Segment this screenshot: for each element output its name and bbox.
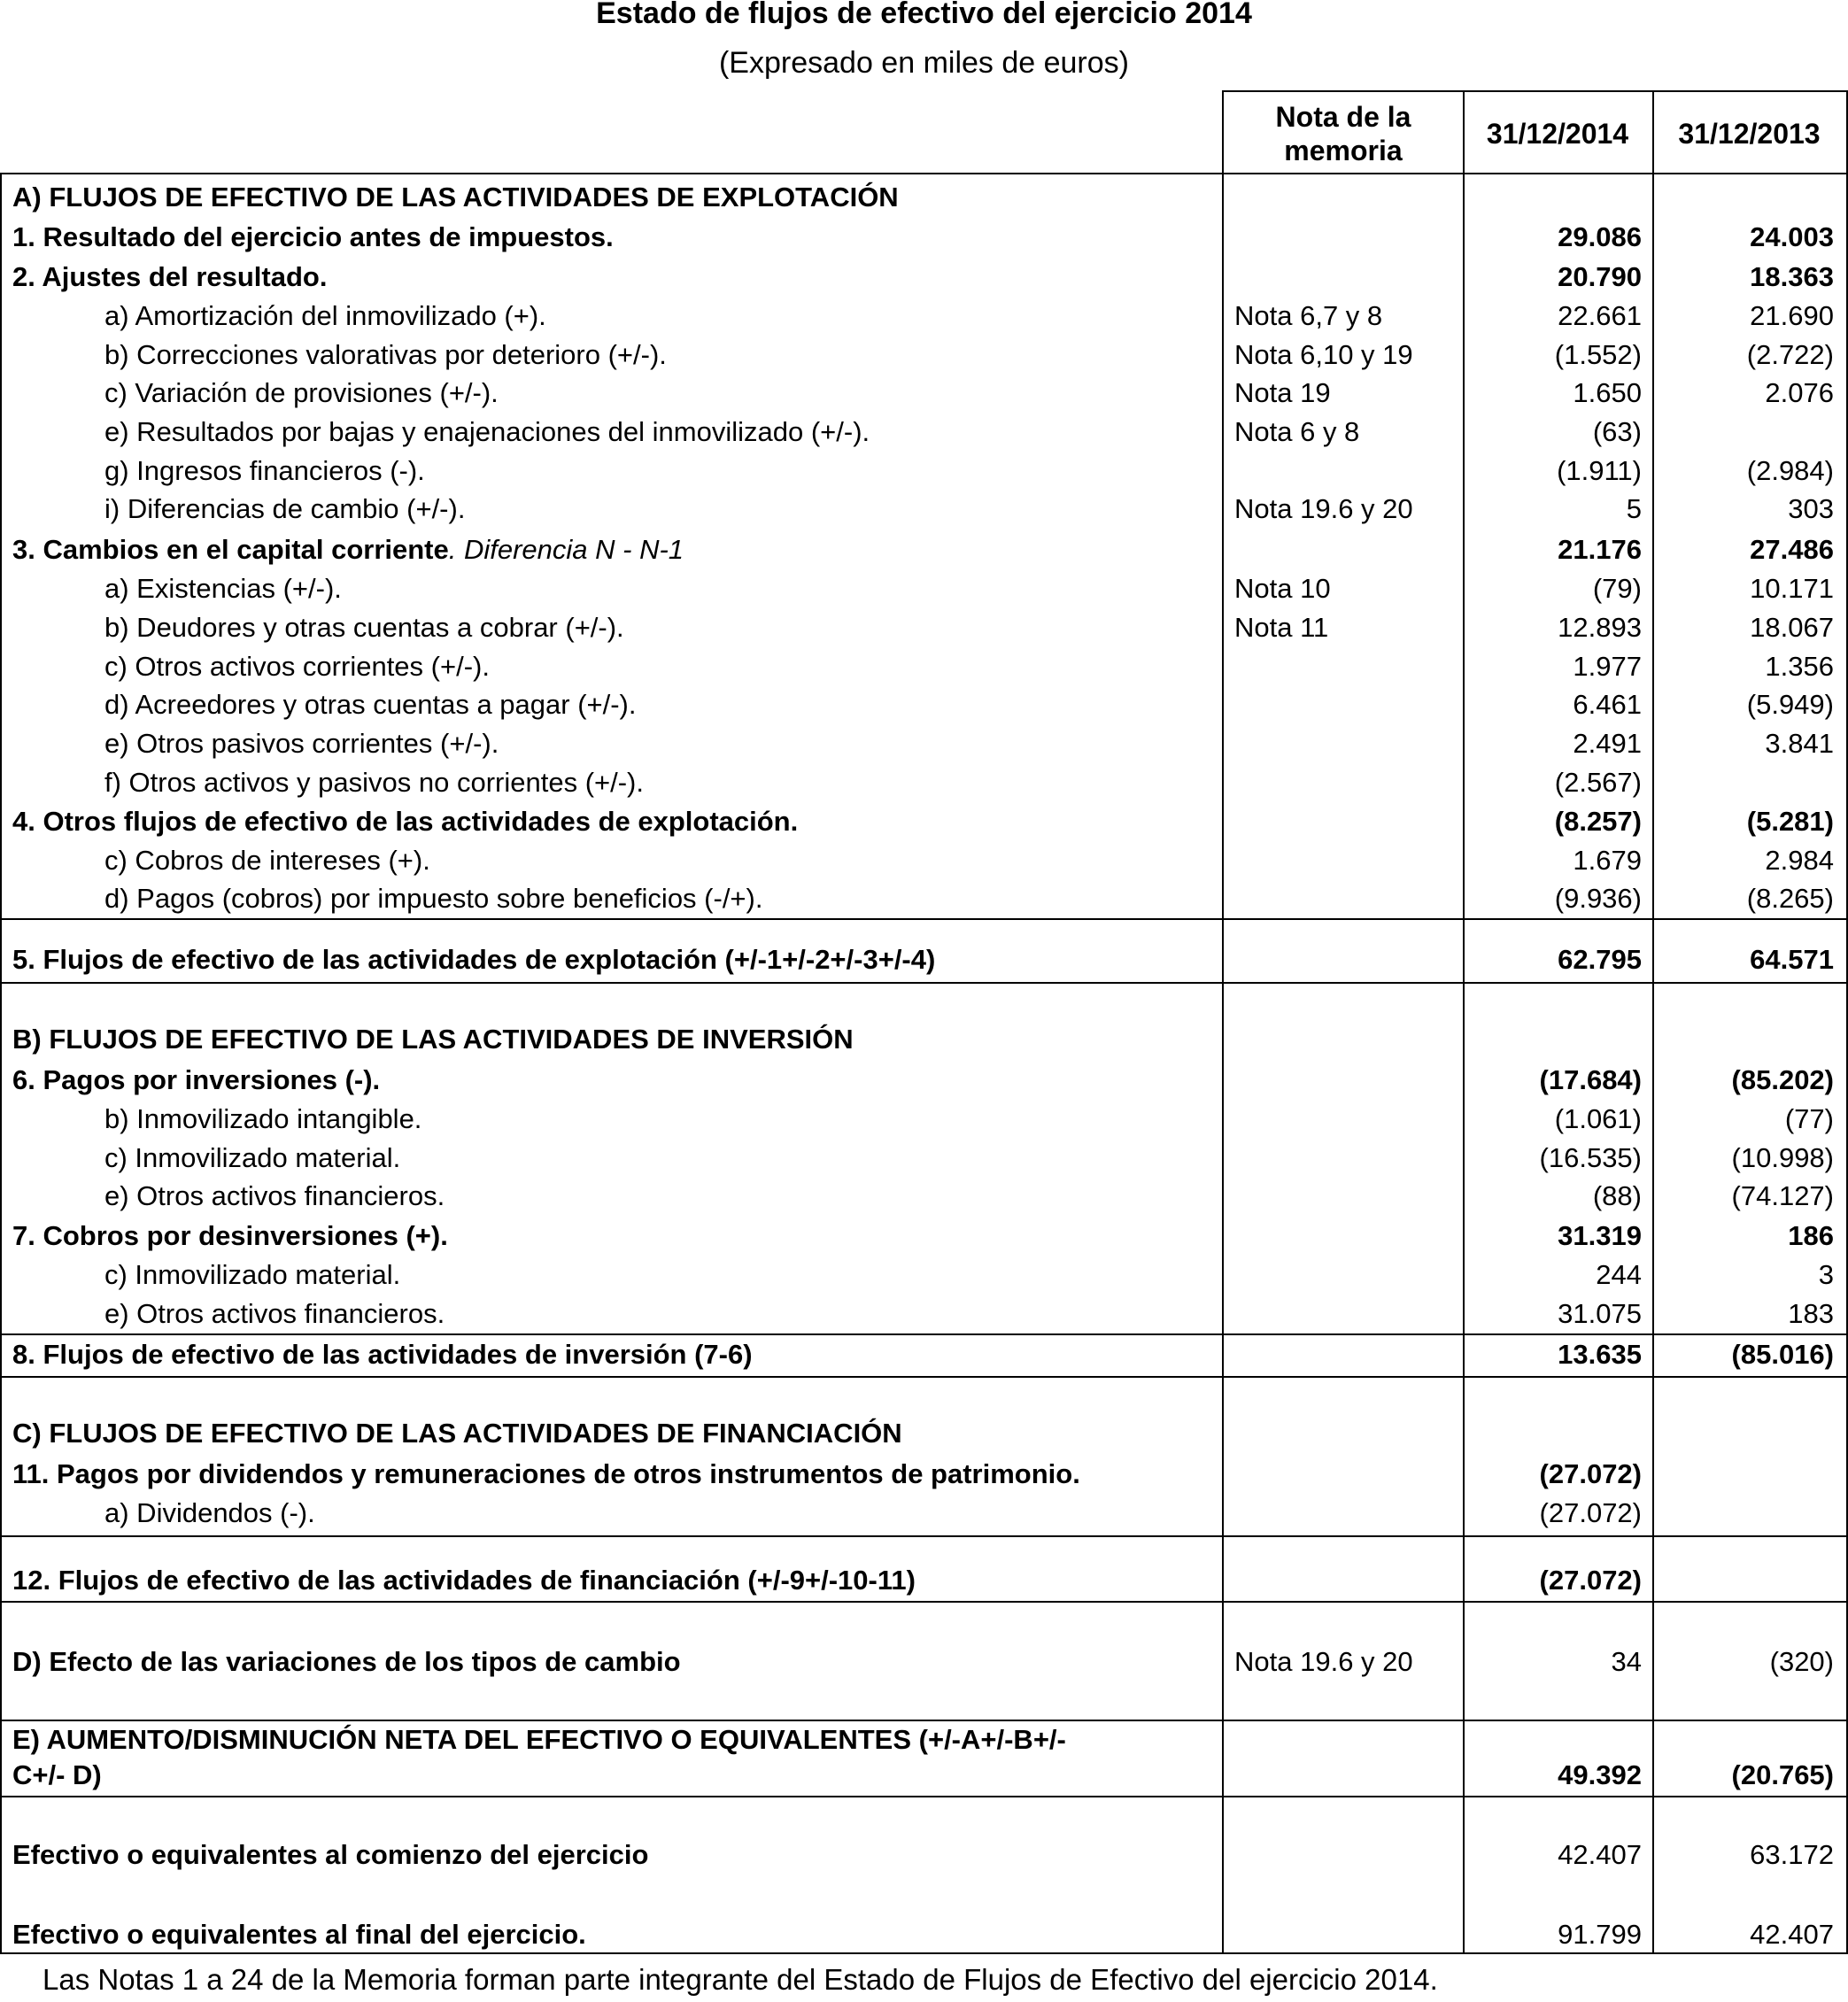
row-label: E) AUMENTO/DISMINUCIÓN NETA DEL EFECTIVO O EQUIVALENTES (+/-A+/-B+/- xyxy=(12,1724,1066,1755)
value-2014: (27.072) xyxy=(1539,1497,1642,1528)
table-row xyxy=(0,1561,1848,1600)
table-row xyxy=(0,1756,1848,1795)
document-title: Estado de flujos de efectivo del ejercicio 2014 xyxy=(596,0,1252,30)
header-nota-memoria: Nota de la memoria xyxy=(1222,90,1465,174)
table-row xyxy=(0,1295,1848,1333)
value-2013: (74.127) xyxy=(1731,1180,1834,1211)
value-2014: 91.799 xyxy=(1558,1919,1642,1950)
row-label: c) Cobros de intereses (+). xyxy=(104,845,430,876)
table-row xyxy=(0,1455,1848,1494)
value-2013: (8.265) xyxy=(1746,883,1834,914)
table-row xyxy=(0,530,1848,569)
value-2014: (63) xyxy=(1592,416,1642,447)
value-2013: (10.998) xyxy=(1731,1142,1834,1173)
table-row xyxy=(0,1100,1848,1139)
row-label: 8. Flujos de efectivo de las actividades de inversión (7-6) xyxy=(12,1339,753,1370)
value-2014: (88) xyxy=(1592,1180,1642,1211)
value-2013: 186 xyxy=(1788,1220,1834,1251)
value-2013: 18.363 xyxy=(1750,261,1834,292)
document-subtitle: (Expresado en miles de euros) xyxy=(718,46,1129,80)
value-2013: 3.841 xyxy=(1765,728,1834,759)
table-row xyxy=(0,1256,1848,1295)
value-2014: 12.893 xyxy=(1558,612,1642,643)
row-label: 11. Pagos por dividendos y remuneraciones de otros instrumentos de patrimonio. xyxy=(12,1458,1080,1489)
row-label: A) FLUJOS DE EFECTIVO DE LAS ACTIVIDADES DE EXPLOTACIÓN xyxy=(12,182,899,213)
row-label: 12. Flujos de efectivo de las actividades de financiación (+/-9+/-10-11) xyxy=(12,1565,916,1596)
value-2014: 5 xyxy=(1626,493,1642,524)
row-label: 7. Cobros por desinversiones (+). xyxy=(12,1220,448,1251)
row-note: Nota 6,10 y 19 xyxy=(1234,339,1413,370)
row-label-main: 3. Cambios en el capital corriente xyxy=(12,534,449,565)
value-2014: (17.684) xyxy=(1539,1064,1642,1095)
value-2014: (1.061) xyxy=(1554,1103,1642,1134)
row-divider xyxy=(2,1796,1846,1797)
row-label: c) Inmovilizado material. xyxy=(104,1259,401,1290)
value-2014: (27.072) xyxy=(1539,1458,1642,1489)
table-row xyxy=(0,218,1848,257)
table-row xyxy=(0,1494,1848,1533)
row-label: e) Otros activos financieros. xyxy=(104,1180,445,1211)
value-2014: 22.661 xyxy=(1558,300,1642,331)
row-note: Nota 19.6 y 20 xyxy=(1234,493,1413,524)
row-label: g) Ingresos financieros (-). xyxy=(104,455,425,486)
row-label: b) Correcciones valorativas por deterioro (+/-). xyxy=(104,339,667,370)
value-2014: (2.567) xyxy=(1554,767,1642,798)
row-label: Efectivo o equivalentes al comienzo del ejercicio xyxy=(12,1839,649,1870)
row-label-suffix: . Diferencia N - N-1 xyxy=(448,534,684,565)
table-row xyxy=(0,1020,1848,1059)
row-divider xyxy=(2,982,1846,984)
value-2014: 29.086 xyxy=(1558,221,1642,252)
value-2013: (2.722) xyxy=(1746,339,1834,370)
row-label: d) Pagos (cobros) por impuesto sobre beneficios (-/+). xyxy=(104,883,763,914)
value-2014: (79) xyxy=(1592,573,1642,604)
value-2013: 2.076 xyxy=(1765,377,1834,408)
row-label: B) FLUJOS DE EFECTIVO DE LAS ACTIVIDADES DE INVERSIÓN xyxy=(12,1024,854,1055)
row-label: e) Resultados por bajas y enajenaciones del inmovilizado (+/-). xyxy=(104,416,870,447)
value-2014: 49.392 xyxy=(1558,1759,1642,1790)
row-label: e) Otros activos financieros. xyxy=(104,1298,445,1329)
value-2013: 27.486 xyxy=(1750,534,1834,565)
row-note: Nota 6 y 8 xyxy=(1234,416,1360,447)
row-label: 1. Resultado del ejercicio antes de impuestos. xyxy=(12,221,614,252)
row-label: 2. Ajustes del resultado. xyxy=(12,261,328,292)
value-2013: (77) xyxy=(1784,1103,1834,1134)
row-label: b) Deudores y otras cuentas a cobrar (+/-). xyxy=(104,612,624,643)
value-2013: (5.949) xyxy=(1746,689,1834,720)
table-row xyxy=(0,763,1848,802)
value-2014: 1.650 xyxy=(1573,377,1642,408)
value-2014: 34 xyxy=(1611,1646,1642,1677)
table-row xyxy=(0,1836,1848,1874)
row-note: Nota 11 xyxy=(1234,612,1329,643)
row-label: i) Diferencias de cambio (+/-). xyxy=(104,493,466,524)
table-row xyxy=(0,490,1848,529)
table-row xyxy=(0,374,1848,413)
row-divider xyxy=(2,918,1846,920)
row-label: D) Efecto de las variaciones de los tipos de cambio xyxy=(12,1646,681,1677)
value-2013: 18.067 xyxy=(1750,612,1834,643)
header-2013: 31/12/2013 xyxy=(1652,90,1848,174)
value-2013: (20.765) xyxy=(1731,1759,1834,1790)
row-label: c) Variación de provisiones (+/-). xyxy=(104,377,499,408)
row-note: Nota 19.6 y 20 xyxy=(1234,1646,1413,1677)
value-2014: 6.461 xyxy=(1573,689,1642,720)
value-2013: 42.407 xyxy=(1750,1919,1834,1950)
table-row xyxy=(0,258,1848,297)
table-row xyxy=(0,569,1848,608)
value-2014: (1.911) xyxy=(1557,455,1642,486)
table-row xyxy=(0,336,1848,375)
row-label: c) Inmovilizado material. xyxy=(104,1142,401,1173)
value-2014: 244 xyxy=(1596,1259,1642,1290)
value-2014: 62.795 xyxy=(1558,944,1642,975)
value-2014: (1.552) xyxy=(1554,339,1642,370)
table-row xyxy=(0,452,1848,491)
value-2014: 31.319 xyxy=(1558,1220,1642,1251)
value-2013: 1.356 xyxy=(1765,651,1834,682)
value-2013: 24.003 xyxy=(1750,221,1834,252)
value-2014: 13.635 xyxy=(1558,1339,1642,1370)
row-label: C) FLUJOS DE EFECTIVO DE LAS ACTIVIDADES DE FINANCIACIÓN xyxy=(12,1418,902,1449)
table-row xyxy=(0,1643,1848,1681)
row-label: Efectivo o equivalentes al final del ejercicio. xyxy=(12,1919,586,1950)
value-2014: (16.535) xyxy=(1539,1142,1642,1173)
row-note: Nota 6,7 y 8 xyxy=(1234,300,1383,331)
value-2013: (5.281) xyxy=(1746,806,1834,837)
row-note: Nota 19 xyxy=(1234,377,1331,408)
table-row xyxy=(0,413,1848,452)
value-2013: 303 xyxy=(1788,493,1834,524)
value-2014: 21.176 xyxy=(1558,534,1642,565)
row-label: a) Amortización del inmovilizado (+). xyxy=(104,300,546,331)
row-label: e) Otros pasivos corrientes (+/-). xyxy=(104,728,499,759)
value-2013: 3 xyxy=(1818,1259,1834,1290)
value-2013: 64.571 xyxy=(1750,944,1834,975)
value-2013: (85.202) xyxy=(1731,1064,1834,1095)
row-label: f) Otros activos y pasivos no corrientes (+/-). xyxy=(104,767,644,798)
table-row xyxy=(0,297,1848,336)
row-label: d) Acreedores y otras cuentas a pagar (+/-). xyxy=(104,689,637,720)
table-row xyxy=(0,1139,1848,1178)
value-2013: 10.171 xyxy=(1750,573,1834,604)
table-row xyxy=(0,1720,1848,1759)
value-2013: 2.984 xyxy=(1765,845,1834,876)
table-row xyxy=(0,1177,1848,1216)
table-row xyxy=(0,1217,1848,1256)
row-label: b) Inmovilizado intangible. xyxy=(104,1103,422,1134)
row-label: 5. Flujos de efectivo de las actividades de explotación (+/-1+/-2+/-3+/-4) xyxy=(12,944,936,975)
table-row xyxy=(0,802,1848,841)
table-row xyxy=(0,841,1848,880)
value-2014: 1.679 xyxy=(1573,845,1642,876)
table-row xyxy=(0,685,1848,724)
table-row xyxy=(0,724,1848,763)
table-row xyxy=(0,1414,1848,1453)
row-divider xyxy=(2,1376,1846,1378)
value-2014: 20.790 xyxy=(1558,261,1642,292)
table-row xyxy=(0,1335,1848,1374)
table-row xyxy=(0,608,1848,647)
value-2014: (8.257) xyxy=(1554,806,1642,837)
footnote: Las Notas 1 a 24 de la Memoria forman parte integrante del Estado de Flujos de Efectivo del ejercicio 2014. xyxy=(43,1963,1438,1996)
row-divider xyxy=(2,1601,1846,1603)
value-2013: 21.690 xyxy=(1750,300,1834,331)
value-2013: (85.016) xyxy=(1731,1339,1834,1370)
value-2014: (9.936) xyxy=(1554,883,1642,914)
table-row xyxy=(0,178,1848,217)
value-2014: 2.491 xyxy=(1573,728,1642,759)
row-label: c) Otros activos corrientes (+/-). xyxy=(104,651,490,682)
table-row xyxy=(0,647,1848,686)
header-2014: 31/12/2014 xyxy=(1463,90,1654,174)
table-row xyxy=(0,879,1848,918)
value-2013: (2.984) xyxy=(1746,455,1834,486)
row-label: a) Dividendos (-). xyxy=(104,1497,315,1528)
table-row xyxy=(0,940,1848,979)
value-2014: 31.075 xyxy=(1558,1298,1642,1329)
table-row xyxy=(0,1061,1848,1100)
value-2013: (320) xyxy=(1769,1646,1834,1677)
row-label xyxy=(12,530,684,569)
row-label: 4. Otros flujos de efectivo de las actividades de explotación. xyxy=(12,806,799,837)
row-note: Nota 10 xyxy=(1234,573,1331,604)
row-label: C+/- D) xyxy=(12,1759,102,1790)
value-2013: 63.172 xyxy=(1750,1839,1834,1870)
value-2014: 1.977 xyxy=(1573,651,1642,682)
value-2013: 183 xyxy=(1788,1298,1834,1329)
value-2014: (27.072) xyxy=(1539,1565,1642,1596)
row-divider xyxy=(2,1535,1846,1537)
row-label: 6. Pagos por inversiones (-). xyxy=(12,1064,381,1095)
row-label: a) Existencias (+/-). xyxy=(104,573,342,604)
table-row xyxy=(0,1915,1848,1954)
value-2014: 42.407 xyxy=(1558,1839,1642,1870)
